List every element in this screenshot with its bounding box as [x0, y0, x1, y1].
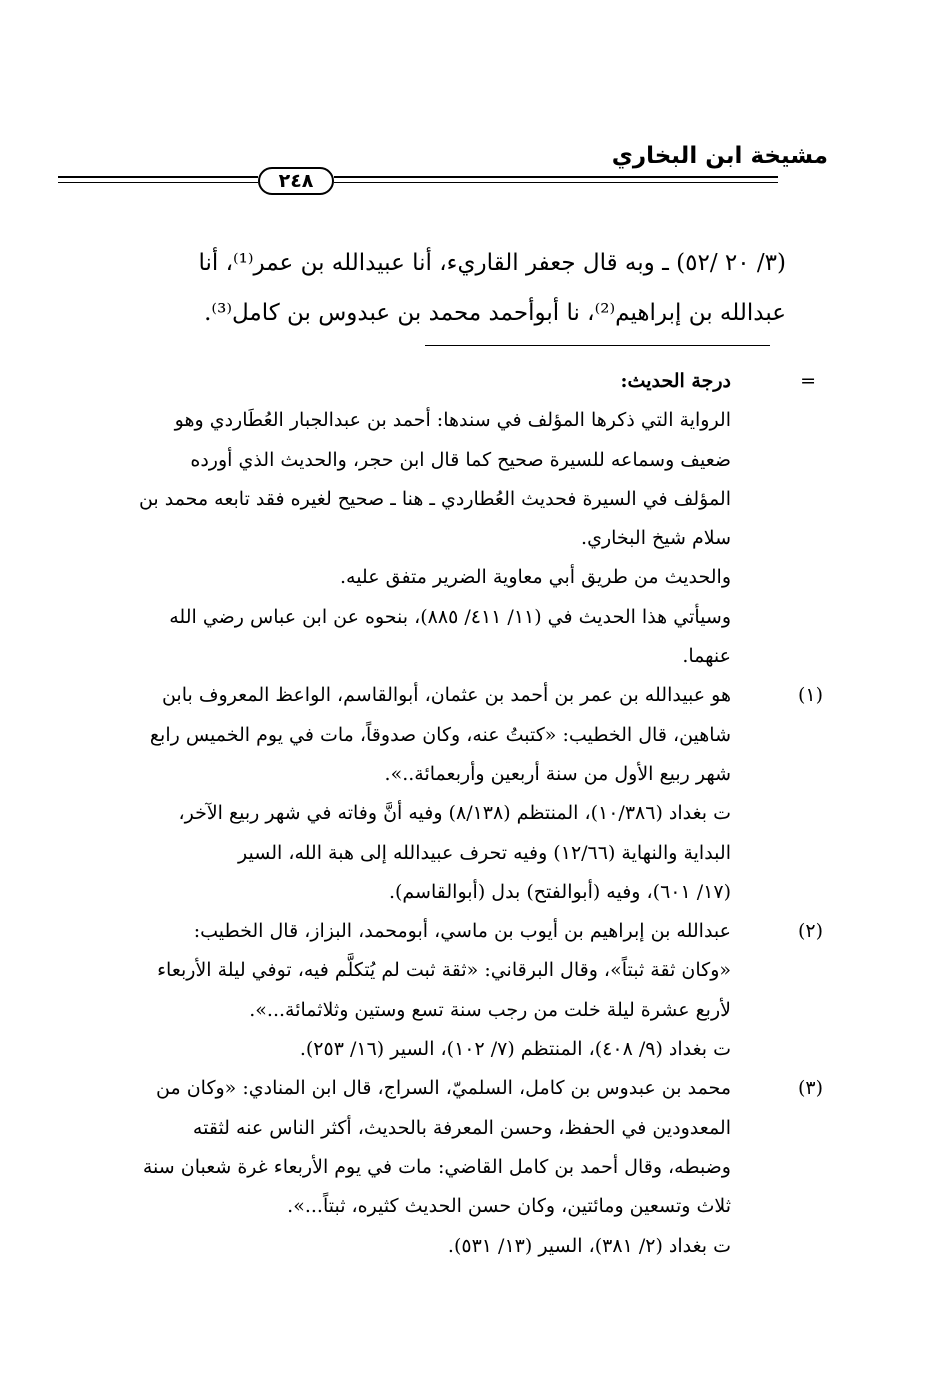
hadith-text: [58, 238, 786, 338]
footnote-line: ت بغداد (٩/ ٤٠٨)، المنتظم (٧/ ١٠٢)، السير (١٦/ ٢٥٣).: [299, 1038, 731, 1061]
footnote-line: هو عبيدالله بن عمر بن أحمد بن عثمان، أبوالقاسم، الواعظ المعروف بابن: [161, 684, 731, 707]
footnote-line: عبدالله بن إبراهيم بن أيوب بن ماسي، أبومحمد، البزاز، قال الخطيب:: [193, 920, 731, 943]
footnote-line: البداية والنهاية (١٢/٦٦) وفيه تحرف عبيدالله إلى هبة الله، السير: [238, 841, 731, 864]
page-number: ٢٤٨: [258, 167, 334, 195]
footnote-line: شهر ربيع الأول من سنة أربعين وأربعمائة..».: [384, 762, 731, 785]
footnote-line: (١٧/ ٦٠١)، وفيه (أبوالفتح) بدل (أبوالقاسم).: [388, 880, 731, 903]
book-title: مشيخة ابن البخاري: [611, 143, 828, 169]
footnote-separator: [425, 345, 770, 346]
grading-line: وسيأتي هذا الحديث في (١١/ ٤١١/ ٨٨٥)، بنحوه عن ابن عباس رضي الله: [169, 605, 731, 628]
rule-right-thick: [334, 176, 778, 178]
grading-line: عنهما.: [682, 645, 731, 668]
footnote-2: [58, 912, 823, 1069]
footnote-3: [58, 1069, 823, 1265]
footnote-line: محمد بن عبدوس بن كامل، السلميّ، السراج، قال ابن المنادي: «وكان من: [156, 1077, 731, 1100]
footnote-line: شاهين، قال الخطيب: «كتبتُ عنه، وكان صدوقاً، مات في يوم الخميس رابع: [149, 723, 731, 746]
grading-heading: درجة الحديث:: [620, 370, 731, 392]
grading-line: المؤلف في السيرة فحديث العُطاردي ـ هنا ـ صحيح لغيره فقد تابعه محمد بن: [138, 487, 731, 510]
hadith-line-1: (٣/ ٢٠ /٥٢) ـ وبه قال جعفر القاريء، أنا عبيدالله بن عمر⁽¹⁾، أنا: [198, 250, 786, 276]
rule-right-thin: [334, 182, 778, 183]
footnotes: [58, 362, 823, 1266]
rule-left-thin: [58, 182, 258, 183]
footnote-line: ت بغداد (٢/ ٣٨١)، السير (١٣/ ٥٣١).: [447, 1234, 731, 1257]
footnote-line: وضبطه، وقال أحمد بن كامل القاضي: مات في يوم الأربعاء غرة شعبان سنة: [142, 1155, 731, 1178]
grading-marker: =: [800, 370, 816, 392]
grading-line: سلام شيخ البخاري.: [581, 527, 731, 550]
footnote-line: لأربع عشرة ليلة خلت من رجب سنة تسع وستين وثلاثمائة...».: [249, 998, 731, 1021]
footnote-number: (٣): [797, 1077, 823, 1100]
footnote-line: ثلاث وتسعين ومائتين، وكان حسن الحديث كثيره، ثبتاً...».: [287, 1195, 731, 1218]
grading-line: الرواية التي ذكرها المؤلف في سندها: أحمد بن عبدالجبار العُطَاردي وهو: [174, 409, 731, 432]
header-rule: [58, 165, 778, 195]
footnote-number: (١): [797, 684, 823, 707]
rule-left-thick: [58, 176, 258, 178]
grading-block: [58, 362, 816, 676]
footnote-number: (٢): [797, 920, 823, 943]
hadith-line-2: عبدالله بن إبراهيم⁽²⁾، نا أبوأحمد محمد بن عبدوس بن كامل⁽³⁾.: [204, 300, 786, 326]
footnote-1: [58, 676, 823, 912]
footnote-line: ت بغداد (١٠/٣٨٦)، المنتظم (٨/١٣٨) وفيه أنَّ وفاته في شهر ربيع الآخر،: [178, 802, 731, 825]
footnote-line: المعدودين في الحفظ، وحسن المعرفة بالحديث، أكثر الناس عنه لثقته: [192, 1116, 731, 1139]
grading-line: والحديث من طريق أبي معاوية الضرير متفق عليه.: [339, 566, 731, 589]
footnote-line: «وكان ثقة ثبتاً»، وقال البرقاني: «ثقة ثبت لم يُتكلَّم فيه، توفي ليلة الأربعاء: [157, 959, 731, 982]
grading-line: ضعيف وسماعه للسيرة صحيح كما قال ابن حجر، والحديث الذي أورده: [190, 448, 731, 471]
